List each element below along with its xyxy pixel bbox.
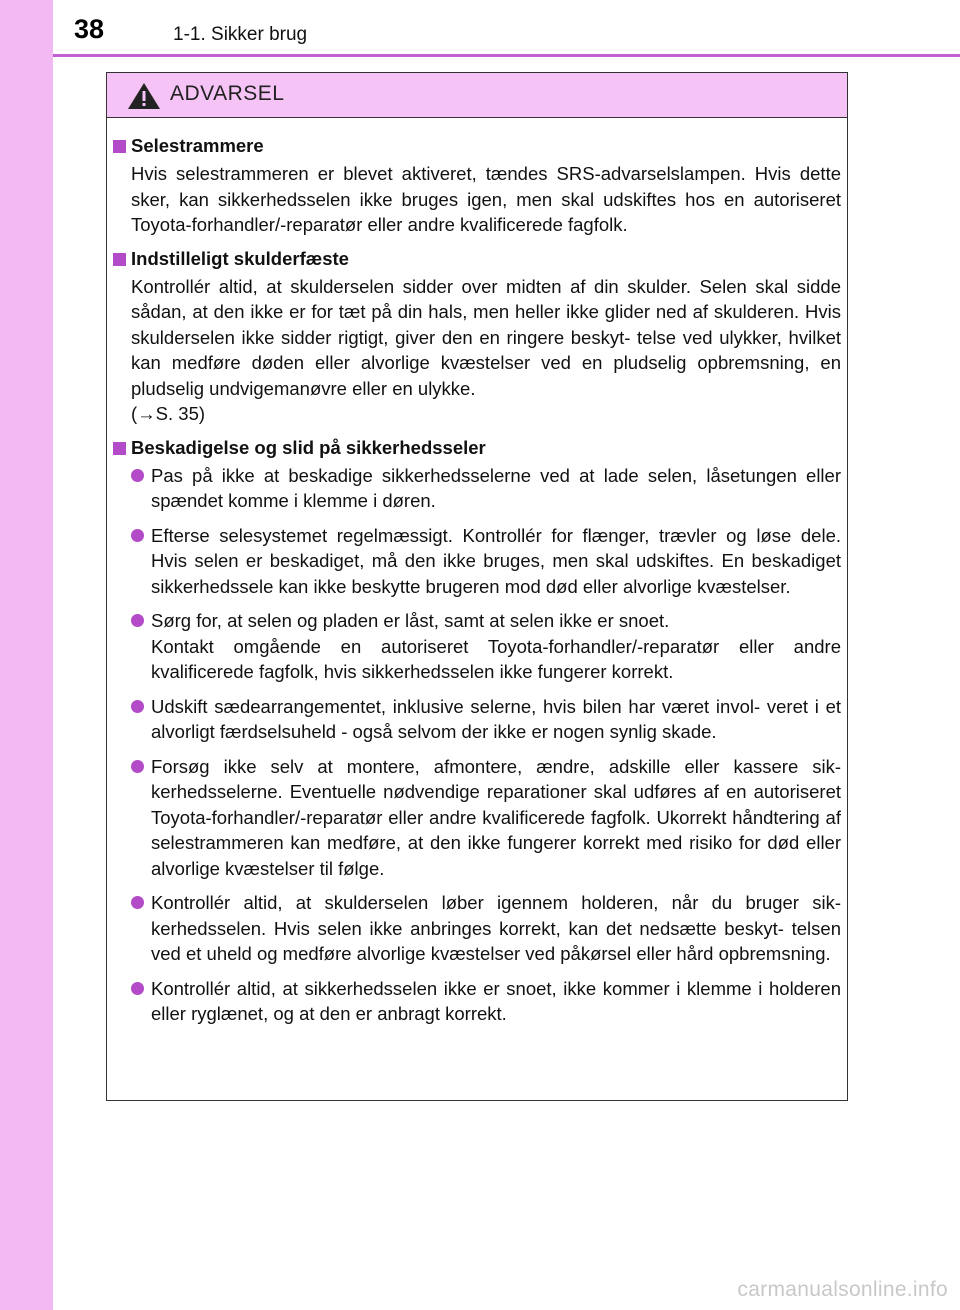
round-bullet-icon xyxy=(131,896,144,909)
round-bullet-icon xyxy=(131,760,144,773)
side-tab-bar xyxy=(0,0,53,1310)
round-bullet-icon xyxy=(131,614,144,627)
square-bullet-icon xyxy=(113,253,126,266)
warning-body xyxy=(107,118,847,1027)
section-heading: Indstilleligt skulderfæste xyxy=(107,246,841,272)
list-item: Kontrollér altid, at skulderselen løber igennem holderen, når du bruger sik- kerhedsselen. Hvis selen ikke anbringes korrekt, kan det nedsætte beskyt- telsen ved et uheld og medføre alvorlige kvæstelser ved påkørsel eller hård opbremsning. xyxy=(131,890,841,967)
list-item: Efterse selesystemet regelmæssigt. Kontrollér for flænger, trævler og løse dele. Hvis selen er beskadiget, må den ikke bruges, men skal udskiftes. En beskadiget sikkerhedssele kan ikke beskytte brugeren mod død eller alvorlige kvæstelser. xyxy=(131,523,841,600)
round-bullet-icon xyxy=(131,469,144,482)
round-bullet-icon xyxy=(131,700,144,713)
section-heading: Beskadigelse og slid på sikkerhedsseler xyxy=(107,435,841,461)
section-heading: Selestrammere xyxy=(107,133,841,159)
list-item: Udskift sædearrangementet, inklusive selerne, hvis bilen har været invol- veret i et alvorligt færdselsuheld - også selvom der ikke er nogen synlig skade. xyxy=(131,694,841,745)
section-title: 1-1. Sikker brug xyxy=(173,24,308,45)
section-text: Kontrollér altid, at skulderselen sidder over midten af din skulder. Selen skal sidde sådan, at den ikke er for tæt på din hals, men heller ikke glider ned af skulderen. Hvis skulderselen ikke sidder rigtigt, giver den en ringere beskyt- telse ved ulykker, hvilket kan medføre døden eller alvorlige kvæstelser ved en pludselig opbremsning, en pludselig undvigemanøvre eller en ulykke. (→S. 35) xyxy=(131,274,841,427)
warning-label: ADVARSEL xyxy=(170,82,285,105)
list-item: Forsøg ikke selv at montere, afmontere, ændre, adskille eller kassere sik- kerhedsselerne. Eventuelle nødvendige reparationer skal udføres af en autoriseret Toyota-forhandler/-reparatør eller andre kvalificerede fagfolk. Ukorrekt håndtering af selestrammeren kan medføre, at den ikke fungerer korrekt med risiko for død eller alvorlige kvæstelser til følge. xyxy=(131,754,841,882)
list-item: Pas på ikke at beskadige sikkerhedsselerne ved at lade selen, låsetungen eller spændet komme i klemme i døren. xyxy=(131,463,841,514)
header-divider xyxy=(53,54,960,57)
list-item: Kontrollér altid, at sikkerhedsselen ikke er snoet, ikke kommer i klemme i holderen eller ryglænet, og at den er anbragt korrekt. xyxy=(131,976,841,1027)
page-header xyxy=(0,0,960,54)
list-item: Sørg for, at selen og pladen er låst, samt at selen ikke er snoet. Kontakt omgående en autoriseret Toyota-forhandler/-reparatør eller andre kvalificerede fagfolk, hvis sikkerhedsselen ikke fungerer korrekt. xyxy=(131,608,841,685)
page-number: 38 xyxy=(74,14,105,44)
round-bullet-icon xyxy=(131,982,144,995)
watermark: carmanualsonline.info xyxy=(737,1278,948,1301)
square-bullet-icon xyxy=(113,442,126,455)
warning-triangle-icon xyxy=(127,82,161,110)
round-bullet-icon xyxy=(131,529,144,542)
warning-header xyxy=(107,73,847,118)
square-bullet-icon xyxy=(113,140,126,153)
page-reference: (→S. 35) xyxy=(131,403,206,424)
warning-box xyxy=(106,72,848,1101)
section-text: Hvis selestrammeren er blevet aktiveret, tændes SRS-advarselslampen. Hvis dette sker, kan sikkerhedsselen ikke bruges igen, men skal udskiftes hos en autoriseret Toyota-forhandler/-reparatør eller andre kvalificerede fagfolk. xyxy=(131,163,841,235)
